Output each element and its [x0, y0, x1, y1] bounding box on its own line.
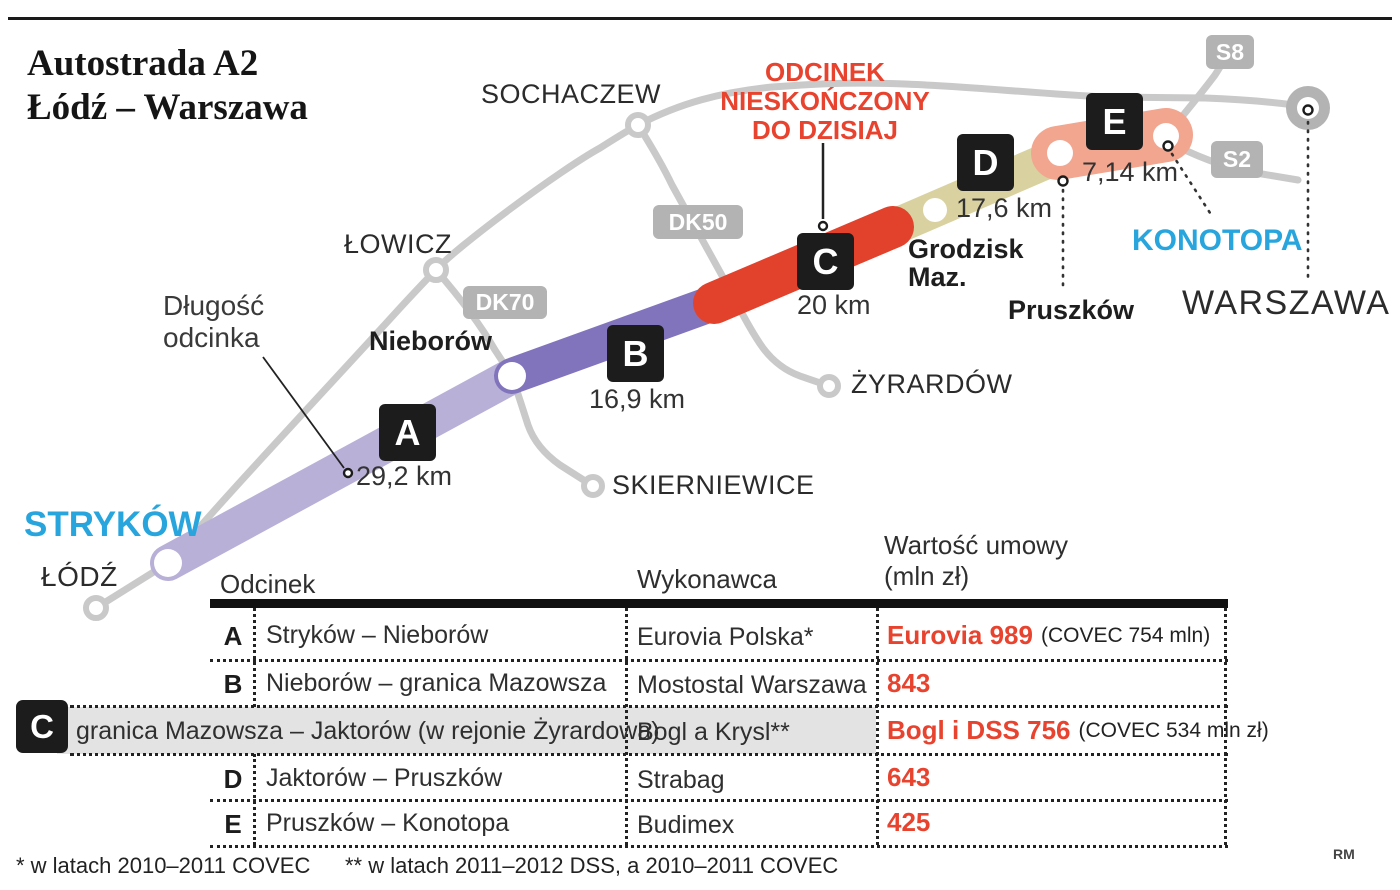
row-d-odcinek: Jaktorów – Pruszków	[266, 764, 503, 792]
row-b-value	[887, 668, 938, 699]
length-annotation-line1: Długość	[163, 290, 265, 321]
row-d-value-main: 643	[887, 762, 931, 792]
row-c-odcinek: granica Mazowsza – Jaktorów (w rejonie Żyrardowa)	[76, 717, 660, 745]
city-label-zyrardow: ŻYRARDÓW	[851, 369, 1013, 399]
table-header-wartosc	[884, 530, 1068, 592]
row-separator	[70, 753, 1228, 756]
row-b-wykonawca: Mostostal Warszawa	[637, 671, 867, 699]
junction-grodzisk	[923, 198, 947, 222]
row-b-value-main: 843	[887, 668, 931, 698]
map-section-c-badge: C	[797, 233, 854, 290]
section-a-band	[168, 376, 512, 563]
road-tag-s2: S2	[1211, 141, 1263, 178]
city-label-skierniewice: SKIERNIEWICE	[612, 470, 815, 500]
node-lowicz	[426, 260, 446, 280]
credit-initials: RM	[1333, 846, 1355, 862]
row-a-value	[887, 620, 1210, 651]
map-section-e-badge: E	[1086, 93, 1143, 150]
row-e-wykonawca: Budimex	[637, 811, 735, 839]
row-e-odcinek: Pruszków – Konotopa	[266, 809, 510, 837]
node-zyrardow	[820, 377, 838, 395]
row-separator	[210, 659, 1228, 662]
row-e-value-main: 425	[887, 807, 931, 837]
table-header-odcinek: Odcinek	[220, 569, 316, 599]
row-separator	[210, 799, 1228, 802]
city-label-grodzisk-line2: Maz.	[908, 262, 967, 292]
city-label-strykow: STRYKÓW	[24, 505, 202, 544]
row-c-value-main: Bogl i DSS 756	[887, 715, 1071, 745]
table-top-bar	[210, 599, 1228, 608]
section-d-length: 17,6 km	[956, 193, 1053, 223]
city-label-pruszkow: Pruszków	[1008, 295, 1135, 325]
row-d-id: D	[223, 764, 243, 794]
leader-length	[263, 357, 344, 468]
table-header-wykonawca: Wykonawca	[637, 564, 777, 594]
row-a-value-main: Eurovia 989	[887, 620, 1033, 650]
row-a-odcinek: Stryków – Nieborów	[266, 621, 489, 649]
city-label-nieborow: Nieborów	[369, 326, 493, 356]
row-d-value	[887, 762, 938, 793]
node-skierniewice	[584, 477, 602, 495]
section-a-length: 29,2 km	[356, 461, 453, 491]
length-annotation-line2: odcinka	[163, 322, 260, 353]
map-section-d-badge: D	[957, 134, 1014, 191]
column-separator	[253, 608, 256, 707]
footnote-first: * w latach 2010–2011 COVEC	[16, 853, 311, 878]
unfinished-line3: DO DZISIAJ	[752, 115, 898, 145]
row-e-id: E	[224, 809, 242, 839]
marker-section-c	[819, 222, 827, 230]
column-separator	[253, 754, 256, 845]
row-e-value	[887, 807, 938, 838]
page-title-line1: Autostrada A2	[27, 43, 259, 84]
row-b-id: B	[223, 669, 243, 699]
junction-nieborow	[498, 362, 526, 390]
motorway-junctions	[154, 123, 1179, 577]
map-section-b-badge: B	[607, 325, 664, 382]
table-header-wartosc-line2: (mln zł)	[884, 561, 970, 591]
row-c-value-note: (COVEC 534 mln zł)	[1078, 718, 1269, 742]
row-a-id: A	[223, 621, 243, 651]
unfinished-line2: NIESKOŃCZONY	[720, 86, 930, 116]
table-bottom-border	[210, 845, 1228, 848]
city-label-grodzisk	[908, 235, 1024, 291]
table-row-c-badge: C	[16, 700, 68, 753]
marker-konotopa	[1164, 142, 1173, 151]
section-c-length: 20 km	[797, 290, 871, 320]
page-title-line2: Łódź – Warszawa	[27, 87, 308, 128]
node-sochaczew	[628, 115, 648, 135]
row-separator	[70, 705, 1228, 708]
row-d-wykonawca: Strabag	[637, 766, 725, 794]
unfinished-annotation	[700, 58, 950, 145]
table-header-wartosc-line1: Wartość umowy	[884, 530, 1068, 560]
row-a-value-note: (COVEC 754 mln)	[1040, 623, 1211, 647]
road-tag-dk70: DK70	[463, 286, 547, 319]
marker-length	[344, 469, 352, 477]
row-c-wykonawca: Bogl a Krysl**	[637, 718, 790, 746]
city-label-warszawa: WARSZAWA	[1182, 284, 1391, 322]
road-tag-s8: S8	[1206, 35, 1254, 69]
row-b-odcinek: Nieborów – granica Mazowsza	[266, 669, 607, 697]
marker-warszawa	[1304, 106, 1313, 115]
map-section-a-badge: A	[379, 404, 436, 461]
city-label-grodzisk-line1: Grodzisk	[908, 234, 1024, 264]
city-label-lowicz: ŁOWICZ	[344, 229, 452, 259]
section-b-length: 16,9 km	[589, 384, 686, 414]
unfinished-line1: ODCINEK	[765, 57, 885, 87]
city-label-sochaczew: SOCHACZEW	[481, 79, 661, 109]
column-separator	[876, 608, 879, 845]
city-label-lodz: ŁÓDŹ	[41, 561, 118, 592]
road-tag-dk50: DK50	[653, 205, 743, 239]
row-c-value	[887, 715, 1269, 746]
junction-strykow	[154, 549, 182, 577]
section-e-length: 7,14 km	[1082, 157, 1179, 187]
node-lodz	[86, 598, 106, 618]
marker-pruszkow	[1059, 177, 1068, 186]
junction-pruszkow	[1047, 140, 1073, 166]
footnote-second: ** w latach 2011–2012 DSS, a 2010–2011 COVEC	[345, 853, 839, 878]
city-label-konotopa: KONOTOPA	[1132, 224, 1303, 257]
row-a-wykonawca: Eurovia Polska*	[637, 623, 814, 651]
length-annotation	[163, 290, 264, 354]
